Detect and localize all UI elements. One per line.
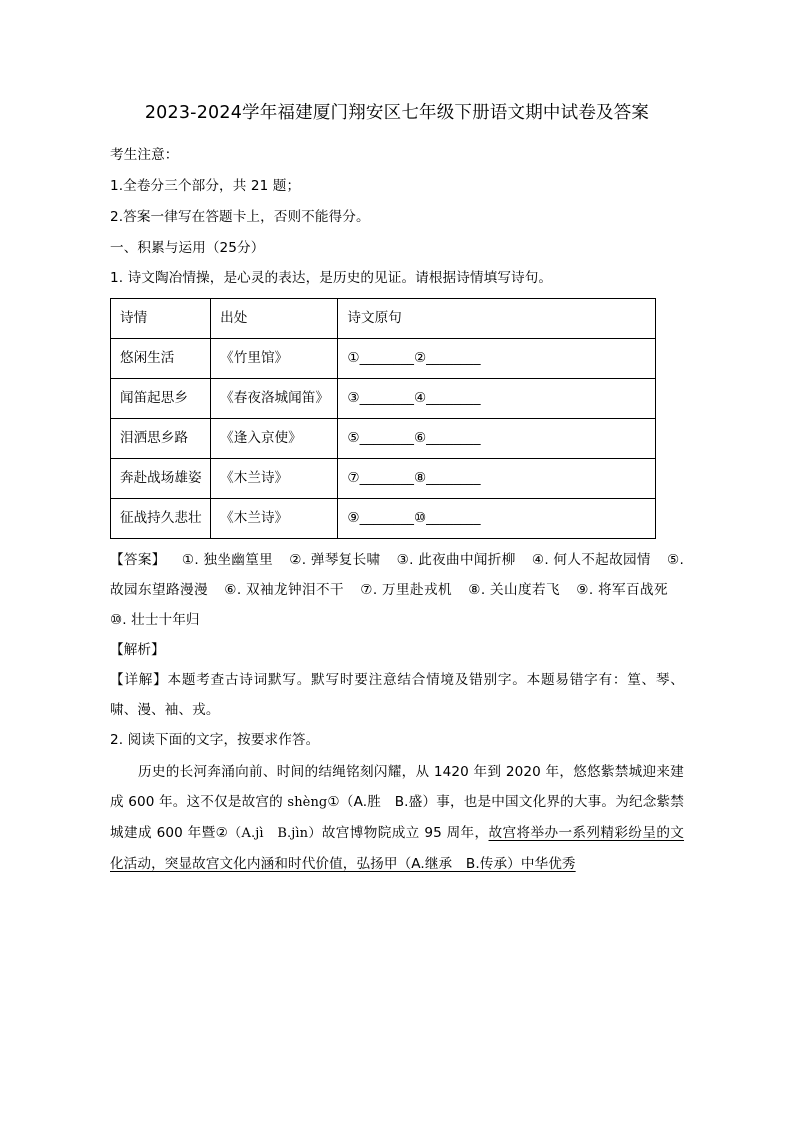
cell-blank-lines: ③________④________ <box>338 379 656 419</box>
answer-item: ⑨. 将军百战死 <box>576 582 669 598</box>
answer-item: ②. 弹琴复长啸 <box>289 552 381 568</box>
question-2-text: 2. 阅读下面的文字，按要求作答。 <box>110 732 320 748</box>
question-2-passage <box>110 757 684 879</box>
table-header-mood: 诗情 <box>111 299 211 339</box>
cell-source: 《竹里馆》 <box>211 339 338 379</box>
answer-item: ③. 此夜曲中闻折柳 <box>396 552 516 568</box>
answer-block <box>110 545 684 635</box>
table-row <box>111 459 656 499</box>
passage-part-1: 历史的长河奔涌向前、时间的结绳铭刻闪耀，从 1420 年到 2020 年，悠悠紫禁城迎来建成 600 年。这不仅是故宫的 <box>110 764 684 810</box>
section-heading-one: 一、积累与运用（25分） <box>110 240 265 256</box>
cell-source: 《木兰诗》 <box>211 459 338 499</box>
detail-paragraph <box>110 665 684 725</box>
notice-item-2: 2.答案一律写在答题卡上，否则不能得分。 <box>110 209 370 225</box>
table-header-lines: 诗文原句 <box>338 299 656 339</box>
notice-heading: 考生注意： <box>110 147 179 163</box>
table-row <box>111 419 656 459</box>
table-row <box>111 499 656 539</box>
cell-blank-lines: ⑨________⑩________ <box>338 499 656 539</box>
cell-mood: 奔赴战场雄姿 <box>111 459 211 499</box>
page-title: 2023-2024学年福建厦门翔安区七年级下册语文期中试卷及答案 <box>144 103 650 123</box>
table-header-source: 出处 <box>211 299 338 339</box>
answer-item: ①. 独坐幽篁里 <box>181 552 274 568</box>
passage-underlined-text: 故宫将举办一系列精彩纷呈的文化活动，突显故宫文化内涵和时代价值，弘扬甲（A.继承 B.传承）中华优秀 <box>110 825 685 872</box>
passage-options-2: （A.jì B.jìn） <box>228 826 322 841</box>
cell-source: 《春夜洛城闻笛》 <box>211 379 338 419</box>
cell-blank-lines: ⑦________⑧________ <box>338 459 656 499</box>
cell-mood: 闻笛起思乡 <box>111 379 211 419</box>
detail-label: 【详解】 <box>110 672 168 688</box>
answer-item: ⑩. 壮士十年归 <box>110 612 200 628</box>
passage-marker-2: ② <box>215 825 229 841</box>
cell-mood: 征战持久悲壮 <box>111 499 211 539</box>
cell-mood: 悠闲生活 <box>111 339 211 379</box>
exam-notice-block <box>110 140 684 233</box>
question-1-text: 1. 诗文陶冶情操，是心灵的表达，是历史的见证。请根据诗情填写诗句。 <box>110 270 553 286</box>
passage-pinyin-1: shèng <box>287 795 328 810</box>
table-row <box>111 379 656 419</box>
cell-blank-lines: ①________②________ <box>338 339 656 379</box>
answer-item: ⑥. 双袖龙钟泪不干 <box>223 582 344 598</box>
answer-item: ④. 何人不起故园情 <box>531 552 651 568</box>
table-row <box>111 339 656 379</box>
answer-paragraph <box>110 545 684 635</box>
analysis-block <box>110 635 684 725</box>
answer-item: ⑤. 故园东望路漫漫 <box>110 552 684 598</box>
passage-marker-1: ① <box>327 794 340 810</box>
page-content <box>110 0 684 879</box>
cell-blank-lines: ⑤________⑥________ <box>338 419 656 459</box>
analysis-label: 【解析】 <box>110 642 165 658</box>
table-header-row <box>111 299 656 339</box>
detail-text: 本题考查古诗词默写。默写时要注意结合情境及错别字。本题易错字有：篁、琴、啸、漫、袖、戎。 <box>110 672 684 718</box>
poem-fill-in-table <box>110 298 656 539</box>
answer-item: ⑦. 万里赴戎机 <box>359 582 452 598</box>
answer-label: 【答案】 <box>110 552 166 568</box>
passage-part-3: 故宫博物院成立 95 周年， <box>321 825 489 841</box>
passage-options-1: （A.胜 B.盛） <box>339 794 437 810</box>
answer-item: ⑧. 关山度若飞 <box>467 582 560 598</box>
cell-mood: 泪洒思乡路 <box>111 419 211 459</box>
passage-part-2: 事，也是中国文化界的大事。为纪念紫禁城建成 600 年暨 <box>110 794 684 841</box>
notice-item-1: 1.全卷分三个部分，共 21 题； <box>110 178 301 194</box>
cell-source: 《木兰诗》 <box>211 499 338 539</box>
cell-source: 《逢入京使》 <box>211 419 338 459</box>
